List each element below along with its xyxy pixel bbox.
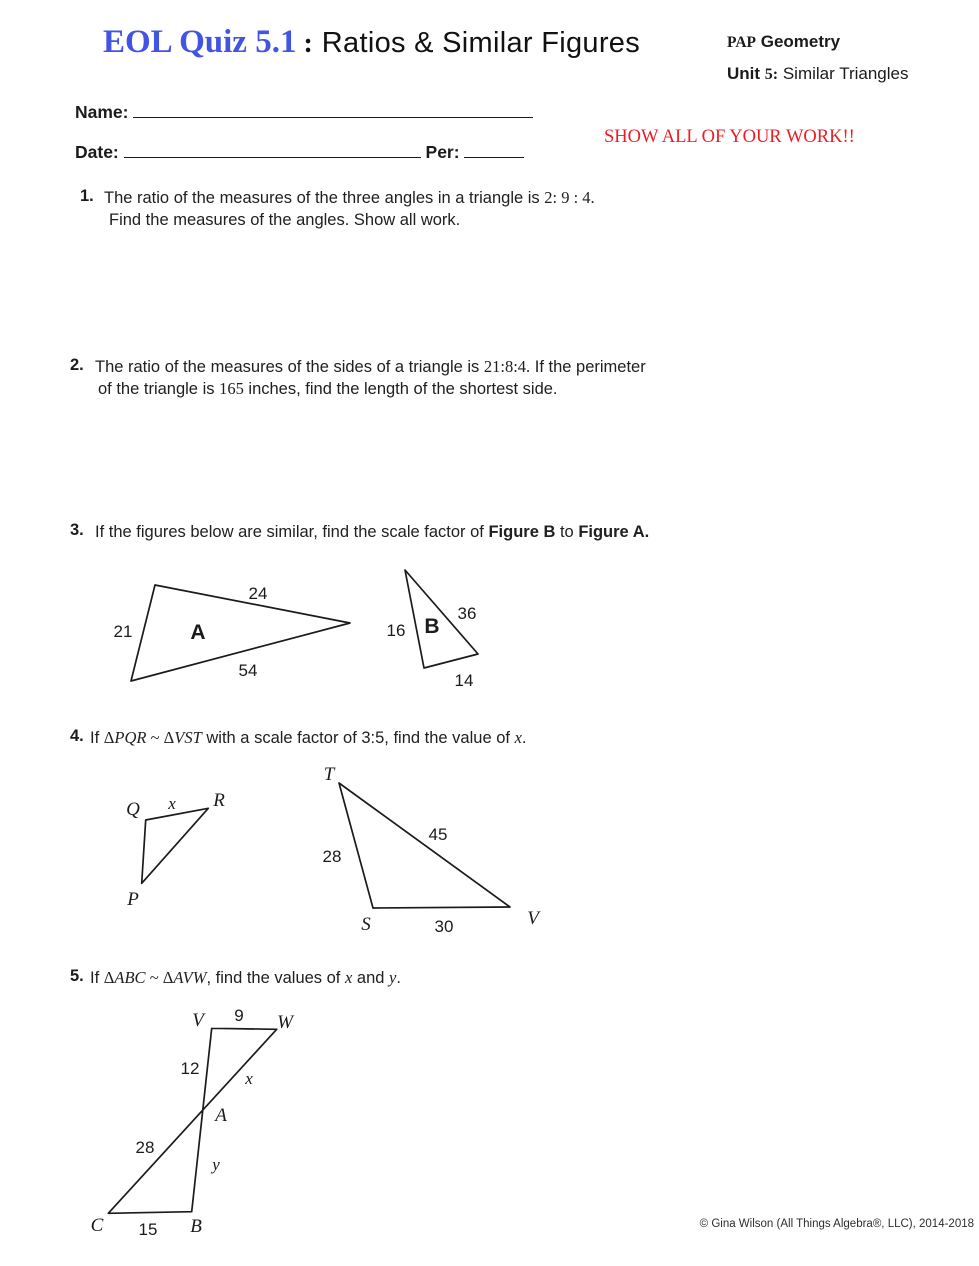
quiz-number-label: EOL Quiz 5.1 (103, 24, 297, 60)
q1-text: The ratio of the measures of the three angles in a triangle is (104, 189, 545, 207)
per-blank-line (464, 142, 524, 158)
q2-text-b: If the perimeter (530, 358, 646, 376)
side-aw-label: x (245, 1069, 253, 1088)
vertex-s-label: S (361, 914, 371, 935)
side-qr-label: x (168, 794, 176, 813)
triangle-b-side-bottom: 14 (454, 671, 474, 690)
page-title (103, 24, 640, 61)
bowtie-triangles-shape (108, 1028, 276, 1213)
q5-period: . (396, 969, 401, 987)
q5-triangle1-name: ABC (114, 968, 146, 987)
q4-period: . (521, 729, 527, 747)
side-vw-label: 9 (234, 1006, 244, 1025)
date-blank-line (124, 142, 421, 158)
q4-triangle2-name: VST (174, 728, 202, 747)
q5-text-a: If (90, 969, 104, 987)
q1-line2: Find the measures of the angles. Show all work. (109, 211, 461, 229)
show-work-notice: SHOW ALL OF YOUR WORK!! (604, 127, 855, 147)
side-ts-label: 28 (322, 847, 342, 866)
vertex-b-label: B (190, 1216, 202, 1237)
q5-number: 5. (70, 967, 84, 985)
course-name: Geometry (760, 32, 841, 51)
q3-text-b: to (555, 523, 579, 541)
triangle-pqr-shape (142, 808, 209, 883)
q4-triangle1-name: PQR (114, 728, 147, 747)
q4-x-var: x (514, 728, 522, 747)
triangle-b-side-right: 36 (457, 604, 477, 623)
triangle-a-label: A (190, 621, 206, 644)
vertex-w-label: W (277, 1012, 293, 1033)
vertex-q-label: Q (126, 799, 140, 820)
triangle-a-side-top: 24 (248, 584, 268, 603)
vertex-p-label: P (127, 889, 139, 910)
vertex-c-label: C (90, 1215, 104, 1236)
q5-delta2: Δ (162, 968, 174, 987)
q4-text-b: with a scale factor of 3:5, find the value of (201, 729, 515, 747)
unit-number: 5: (764, 66, 779, 83)
q3-figure-b-ref: Figure B (488, 523, 556, 541)
q3-figure (90, 552, 510, 697)
unit-line (727, 64, 909, 84)
q1-ratio: 2: 9 : 4. (544, 188, 595, 207)
q3-text-a: If the figures below are similar, find the scale factor of (95, 523, 489, 541)
side-ca-label: 28 (135, 1138, 155, 1157)
name-label: Name: (75, 102, 129, 122)
title-text: Ratios & Similar Figures (321, 27, 641, 59)
triangle-b-label: B (424, 615, 440, 638)
q4-figure (95, 763, 555, 938)
date-row (75, 142, 524, 163)
per-label: Per: (425, 142, 460, 162)
vertex-a-label: A (215, 1105, 227, 1126)
unit-title: Similar Triangles (782, 64, 909, 83)
course-prefix: PAP (727, 34, 756, 51)
date-label: Date: (75, 142, 119, 162)
q4-similar-symbol: ~ (146, 728, 164, 747)
side-ab-label: y (212, 1155, 220, 1174)
side-cb-label: 15 (138, 1220, 158, 1239)
name-row (75, 102, 533, 123)
side-tv-label: 45 (428, 825, 448, 844)
q5-y-var: y (389, 968, 397, 987)
course-line (727, 32, 840, 52)
q4-delta1: Δ (103, 728, 115, 747)
q2-perimeter-value: 165 (219, 379, 244, 398)
q3-figure-a-ref: Figure A. (578, 523, 650, 541)
q5-delta1: Δ (103, 968, 115, 987)
q5-figure (75, 998, 305, 1245)
triangle-tsv-shape (339, 783, 510, 908)
q1-line1 (104, 187, 595, 209)
q1-number: 1. (80, 187, 94, 205)
triangle-a-side-bottom: 54 (238, 661, 258, 680)
unit-label: Unit (727, 64, 761, 83)
q5-text-b: , find the values of (206, 969, 345, 987)
q2-text-c: of the triangle is (98, 380, 220, 398)
copyright-notice: © Gina Wilson (All Things Algebra®, LLC), 2014-2018 (699, 1218, 974, 1230)
triangle-b-side-left: 16 (386, 621, 406, 640)
q2-ratio: 21:8:4. (483, 357, 531, 376)
q5-similar-symbol: ~ (145, 968, 163, 987)
side-va-label: 12 (180, 1059, 200, 1078)
title-colon: : (303, 28, 313, 59)
q2-number: 2. (70, 356, 84, 374)
vertex-v-label: V (527, 908, 539, 929)
vertex-r-label: R (213, 790, 225, 811)
q5-text-c: and (352, 969, 390, 987)
q2-text-a: The ratio of the measures of the sides of a triangle is (95, 358, 484, 376)
q4-line1 (90, 727, 526, 749)
q5-triangle2-name: AVW (173, 968, 207, 987)
q3-number: 3. (70, 521, 84, 539)
q4-text-a: If (90, 729, 104, 747)
vertex-v-label: V (192, 1010, 204, 1031)
triangle-a-side-left: 21 (113, 622, 133, 641)
q3-line1 (95, 521, 649, 543)
q4-delta2: Δ (163, 728, 175, 747)
q5-x-var: x (344, 968, 353, 987)
q2-text-d: inches, find the length of the shortest side. (243, 380, 558, 398)
side-sv-label: 30 (434, 917, 454, 936)
q2-line1 (95, 356, 646, 378)
name-blank-line (133, 102, 533, 118)
vertex-t-label: T (323, 764, 335, 785)
q5-line1 (90, 967, 401, 989)
q2-line2 (98, 378, 558, 400)
q4-number: 4. (70, 727, 84, 745)
